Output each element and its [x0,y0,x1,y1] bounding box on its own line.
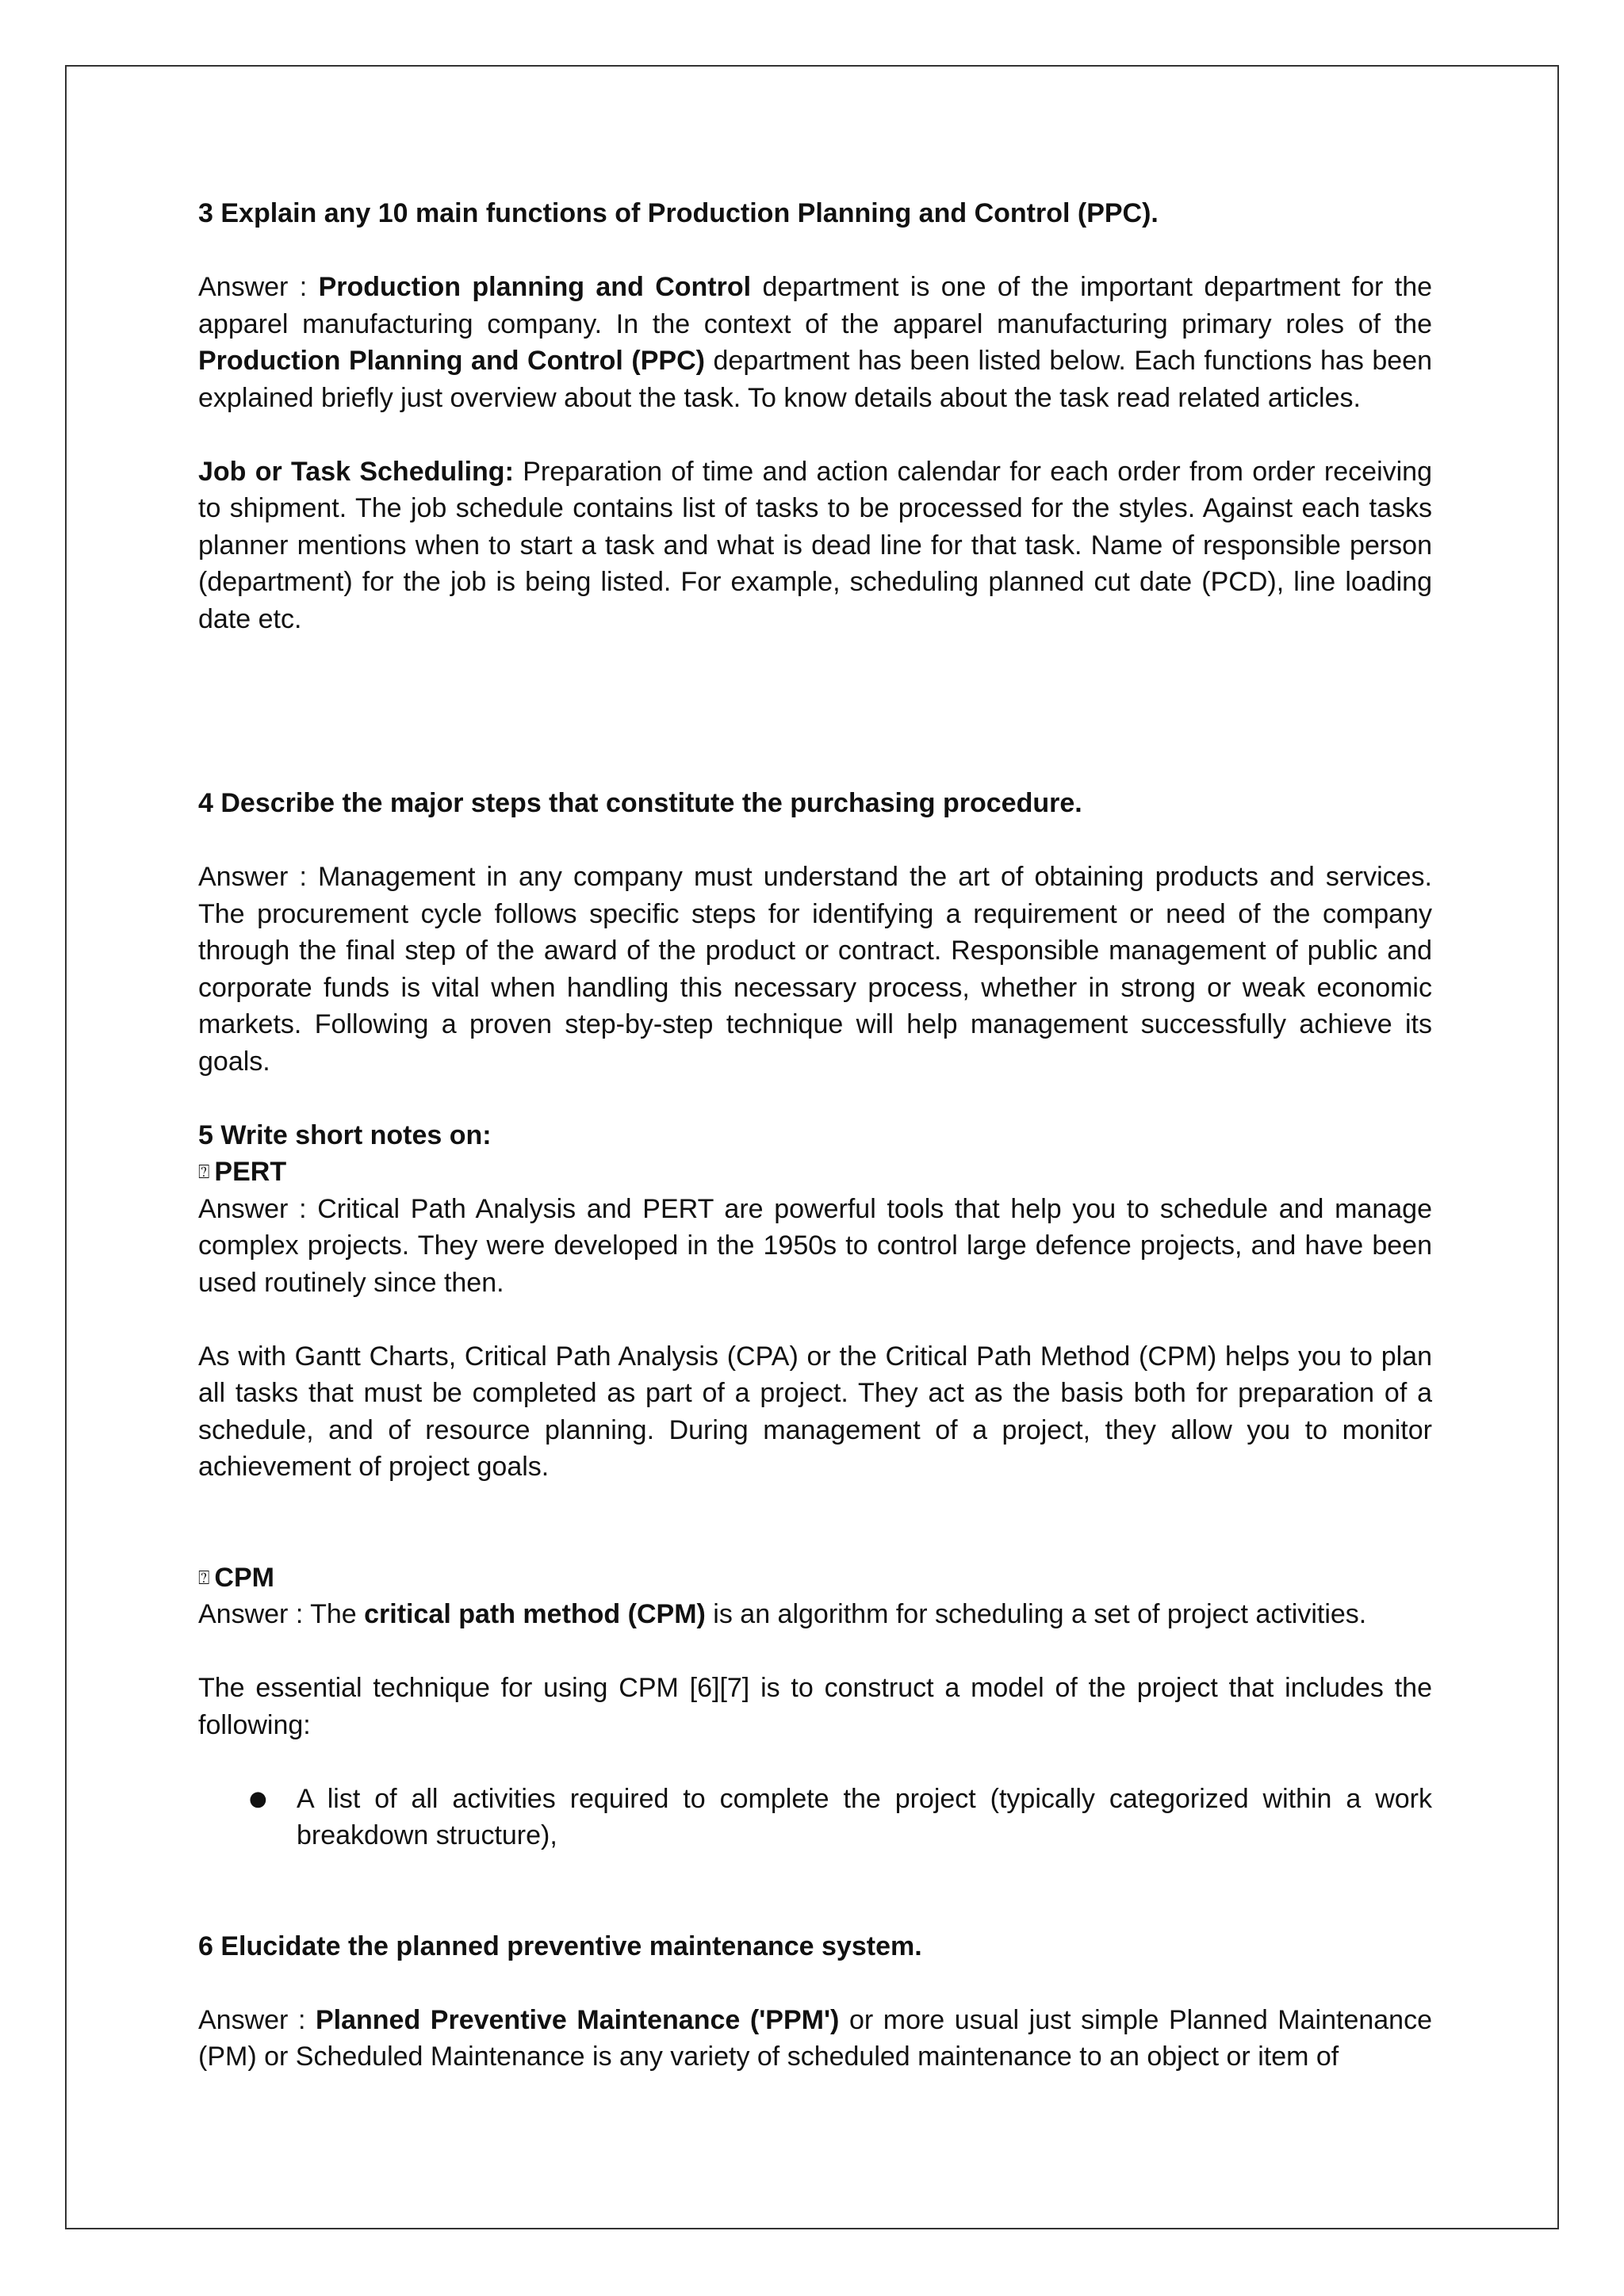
q6-answer-text: or more usual just simple Planned Maintenance (PM) or Scheduled Maintenance is any variety of scheduled maintenance to an object or item of [198,2004,1432,2072]
pert-title: PERT [214,1157,287,1187]
cpm-answer [198,1596,1432,1633]
cpm-subheading [198,1559,1432,1597]
q6-answer [198,2002,1432,2076]
bullet-icon: ● [249,1786,267,1811]
job-scheduling-text: Preparation of time and action calendar for each order from order receiving to shipment. The job schedule contains list of tasks to be processed for the styles. Against each tasks planner mentions when to start a task and what is dead line for that task. Name of responsible person (department) for the job is being listed. For example, scheduling planned cut date (PCD), line loading date etc. [198,456,1433,634]
q3-answer-prefix: Answer : [198,272,319,302]
list-item-text: A list of all activities required to complete the project (typically categorized within a work breakdown structure), [297,1783,1432,1850]
cpm-title: CPM [214,1562,274,1593]
q6-heading: 6 Elucidate the planned preventive maintenance system. [198,1931,922,1961]
q4-answer: Answer : Management in any company must understand the art of obtaining products and services. The procurement cycle follows specific steps for identifying a requirement or need of the company through the final step of the award of the product or contract. Responsible management of public and corporate funds is vital when handling this necessary process, whether in strong or weak economic markets. Following a proven step-by-step technique will help management successfully achieve its goals. [198,862,1432,1077]
q6-answer-bold: Planned Preventive Maintenance ('PPM') [315,2004,840,2035]
q4-heading: 4 Describe the major steps that constitute the purchasing procedure. [198,788,1082,818]
q5-heading: 5 Write short notes on: [198,1119,492,1150]
cpm-answer-text: is an algorithm for scheduling a set of project activities. [705,1599,1367,1629]
missing-glyph-icon: ⍰ [198,1161,210,1183]
q3-heading: 3 Explain any 10 main functions of Production Planning and Control (PPC). [198,198,1159,228]
pert-subheading [198,1154,1432,1191]
missing-glyph-icon: ⍰ [198,1566,210,1589]
pert-answer: Answer : Critical Path Analysis and PERT are powerful tools that help you to schedule and manage complex projects. They were developed in the 1950s to control large defence projects, and have been used routinely since then. [198,1193,1432,1298]
document-body [198,195,1432,2076]
cpm-paragraph-2: The essential technique for using CPM [6][7] is to construct a model of the project that includes the following: [198,1673,1432,1740]
cpm-answer-prefix: Answer : The [198,1599,365,1629]
q3-answer-text-2: department has been listed below. Each functions has been explained briefly just overview about the task. To know details about the task read related articles. [198,346,1432,413]
q3-answer-bold-ppc: Production planning and Control [318,272,752,302]
cpm-answer-bold: critical path method (CPM) [364,1599,706,1629]
pert-paragraph-2: As with Gantt Charts, Critical Path Analysis (CPA) or the Critical Path Method (CPM) helps you to plan all tasks that must be completed as part of a project. They act as the basis both for preparation of a schedule, and of resource planning. During management of a project, they allow you to monitor achievement of project goals. [198,1341,1432,1482]
list-item [198,1781,1432,1854]
q3-answer-bold-ppc-full: Production Planning and Control (PPC) [198,346,705,376]
q3-job-scheduling [198,453,1432,638]
q3-answer-text: department is one of the important department for the apparel manufacturing company. In the context of the apparel manufacturing primary roles of the [198,272,1433,339]
q6-answer-prefix: Answer : [198,2004,316,2035]
q3-answer [198,269,1432,416]
job-scheduling-title: Job or Task Scheduling: [198,456,514,487]
